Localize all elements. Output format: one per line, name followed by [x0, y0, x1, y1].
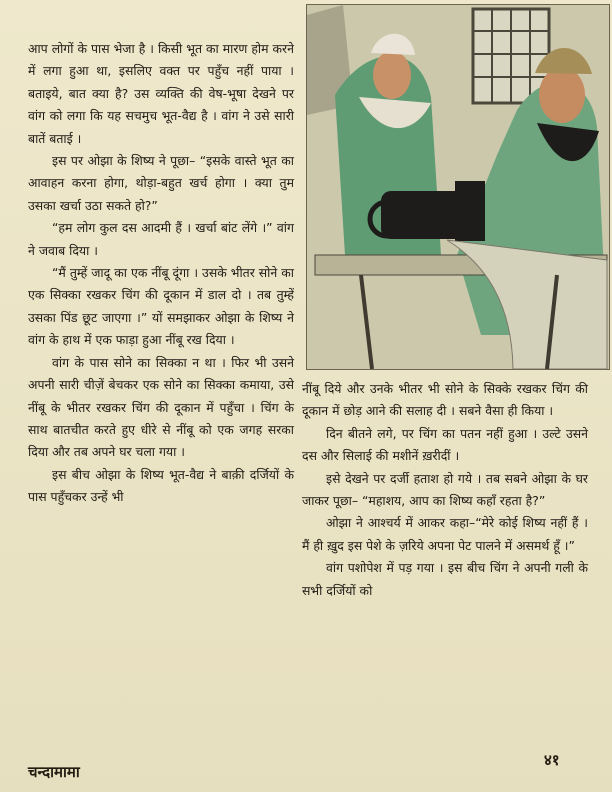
paragraph: इस बीच ओझा के शिष्य भूत-वैद्य ने बाक़ी दर्जियों के पास पहुँचकर उन्हें भी	[28, 466, 294, 505]
paragraph: इस पर ओझा के शिष्य ने पूछा– “इसके वास्ते भूत का आवाहन करना होगा, थोड़ा-बहुत खर्च होगा । क्या तुम उसका खर्चा उठा सकते हो?”	[28, 153, 294, 213]
page-number: ४१	[544, 751, 560, 769]
paragraph: इसे देखने पर दर्जी हताश हो गये । तब सबने ओझा के घर जाकर पूछा– “महाशय, आप का शिष्य कहाँ रहता है?”	[302, 470, 588, 509]
paragraph: वांग पशोपेश में पड़ गया । इस बीच चिंग ने अपनी गली के सभी दर्जियों को	[302, 560, 588, 598]
paragraph: आप लोगों के पास भेजा है । किसी भूत का मारण होम करने में लगा हुआ था, इसलिए वक्त पर पहुँच नहीं पाया । बताइये, बात क्या है? उस व्यक्ति की वेष-भूषा देखने पर वांग को लगा कि यह सचमुच भूत-वैद्य है । वांग ने उसे सारी बातें बताई ।	[28, 41, 294, 146]
paragraph: दिन बीतने लगे, पर चिंग का पतन नहीं हुआ । उल्टे उसने दस और सिलाई की मशीनें ख़रीदीं ।	[302, 425, 588, 464]
left-text-column	[28, 38, 294, 509]
magazine-title: चन्दामामा	[28, 763, 80, 781]
paragraph: नींबू दिये और उनके भीतर भी सोने के सिक्के रखकर चिंग की दूकान में छोड़ आने की सलाह दी । सबने वैसा ही किया ।	[302, 381, 588, 419]
paragraph: वांग के पास सोने का सिक्का न था । फिर भी उसने अपनी सारी चीज़ें बेचकर एक सोने का सिक्का कमाया, उसे नींबू के भीतर रखकर चिंग की दूकान में पहुँचा । चिंग के साथ बातचीत करते हुए धीरे से नींबू को एक जगह सरका दिया और तब अपने घर चला गया ।	[28, 354, 294, 460]
sewing-scene-illustration	[306, 4, 610, 370]
illustration-svg	[307, 5, 609, 369]
paragraph: ओझा ने आश्चर्य में आकर कहा–“मेरे कोई शिष्य नहीं हैं । मैं ही ख़ुद इस पेशे के ज़रिये अपना पेट पालने में असमर्थ हूँ ।”	[302, 515, 588, 553]
paragraph: “हम लोग कुल दस आदमी हैं । खर्चा बांट लेंगे ।” वांग ने जवाब दिया ।	[28, 220, 294, 258]
right-text-column	[302, 378, 588, 602]
paragraph: “मैं तुम्हें जादू का एक नींबू दूंगा । उसके भीतर सोने का एक सिक्का रखकर चिंग की दूकान में डाल दो । तब तुम्हें उसका पिंड छूट जाएगा ।” यों समझाकर ओझा के शिष्य ने वांग के हाथ में एक फाड़ा हुआ नींबू रख दिया ।	[28, 265, 294, 348]
